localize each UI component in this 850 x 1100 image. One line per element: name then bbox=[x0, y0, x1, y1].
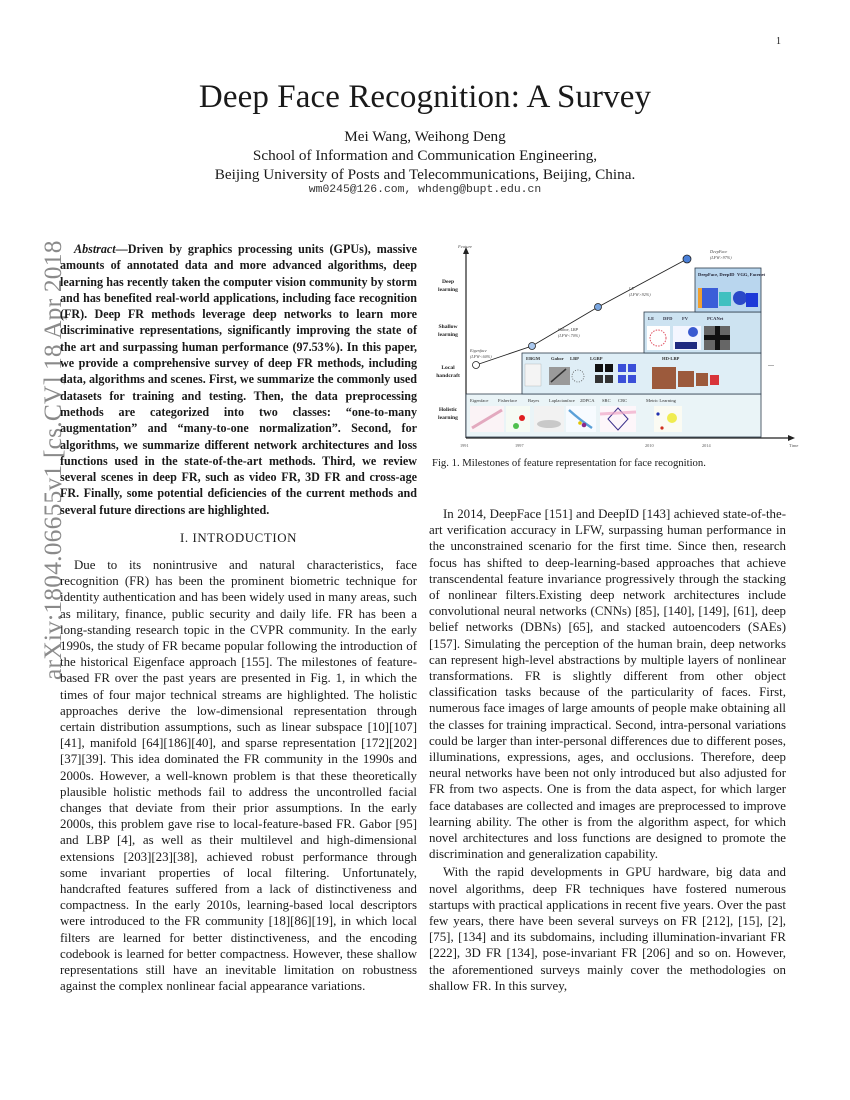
section-heading-introduction: I. INTRODUCTION bbox=[179, 531, 298, 545]
method-ebgm: EBGM bbox=[526, 356, 541, 361]
milestone-eigenface: Eigenface bbox=[470, 348, 487, 353]
method-lbp: LBP bbox=[570, 356, 579, 361]
milestone-le-lfw: (LFW>92%) bbox=[629, 292, 651, 297]
figure-milestones bbox=[432, 242, 800, 450]
intro-right-column bbox=[429, 506, 786, 994]
method-metric-learning: Metric Learning bbox=[646, 398, 676, 403]
row-label-shallow-1: Shallow bbox=[438, 324, 458, 330]
milestone-deepface: DeepFace bbox=[710, 249, 728, 254]
abstract bbox=[60, 241, 417, 518]
milestone-gabor-lbp: Gabor, LBP bbox=[558, 327, 579, 332]
method-2dpca: 2DPCA bbox=[580, 398, 595, 403]
paper-title: Deep Face Recognition: A Survey bbox=[198, 79, 652, 115]
paragraph: With the rapid developments in GPU hardware, big data and novel algorithms, deep FR techniques have fostered numerous startups with practical applications in recent five years. Over the past few years, there have been several surveys on FR [212], [15], [2], [75], [134] and its subdomains, including illumination-invariant FR [222], 3D FR [134], pose-invariant FR [206] and so on. However, the aforementioned surveys mainly cover the methodologies on shallow FR. In this survey, bbox=[429, 865, 786, 993]
paragraph: In 2014, DeepFace [151] and DeepID [143] achieved state-of-the-art verification accuracy in LFW, surpassing human performance in the unconstrained scenario for the first time. Since then, research focus has shifted to deep-learning-based approaches that achieve transcendental feature invariance progressively through the stacking of nonlinear filters.Existing deep network architectures include convolutional neural networks (CNNs) [85], [140], [149], [61], deep belief networks (DBNs) [65], and stacked autoencoders (SAEs) [157]. Simulating the perception of the human brain, deep networks can represent high-level abstractions by multiple layers of nonlinear transformations. FR is slightly different from other object classification tasks because of the particularity of faces. First, numerous face images of large amounts of people make obtaining all the classes for training impractical. Second, intra-personal variations could be larger than inter-personal differences due to different poses, illuminations, expressions, ages, and occlusions. Therefore, deep neural networks have been not only introduced but also adjusted for FR from two aspects. One is from the data aspect, for which larger face databases are collected and images are preprocessed to improve learning ability. The other is from the algorithm aspect, for which novel architectures and loss functions are designed to promote the discrimination and generalization capability. bbox=[429, 507, 786, 862]
affiliation-line-1: School of Information and Communication Engineering, bbox=[252, 147, 598, 164]
y-axis-label: Feature bbox=[458, 244, 473, 249]
milestone-eigenface-lfw: (LFW<60%) bbox=[470, 354, 492, 359]
method-gabor: Gabor bbox=[551, 356, 564, 361]
method-dfd: DFD bbox=[663, 316, 673, 321]
x-axis-label: Time bbox=[789, 443, 799, 448]
row-label-deep-2: learning bbox=[438, 287, 458, 293]
method-fisherface: Fisherface bbox=[498, 398, 518, 403]
shallow-thumbnails bbox=[647, 326, 730, 350]
method-fv: FV bbox=[682, 316, 689, 321]
milestone-deepface-lfw: (LFW>97%) bbox=[710, 255, 732, 260]
milestone-le: LE bbox=[629, 286, 634, 291]
year-1997: 1997 bbox=[515, 443, 524, 448]
year-2010: 2010 bbox=[645, 443, 654, 448]
figure-caption: Fig. 1. Milestones of feature representation for face recognition. bbox=[432, 457, 706, 469]
method-lgbp: LGBP bbox=[590, 356, 603, 361]
row-label-holistic-2: learning bbox=[438, 415, 458, 421]
year-2014: 2014 bbox=[702, 443, 711, 448]
method-le: LE bbox=[648, 316, 655, 321]
ellipsis: ... bbox=[768, 359, 774, 368]
author-names: Mei Wang, Weihong Deng bbox=[344, 128, 506, 145]
method-pcanet: PCANet bbox=[707, 316, 724, 321]
row-label-local-1: Local bbox=[441, 365, 455, 371]
abstract-lead: Abstract bbox=[74, 242, 116, 256]
affiliation-line-2: Beijing University of Posts and Telecommunications, Beijing, China. bbox=[214, 166, 636, 183]
method-vgg-facenet: VGG, Facenet bbox=[737, 272, 766, 277]
method-hd-lbp: HD-LBP bbox=[662, 356, 680, 361]
page-number: 1 bbox=[776, 36, 781, 47]
abstract-text: —Driven by graphics processing units (GPUs), massive amounts of annotated data and more advanced algorithms, deep learning has recently taken the computer vision community by storm and has benefited real-world applications, including face recognition (FR). Deep FR methods leverage deep networks to learn more discriminative representations, significantly improving the state of the art and surpassing human performance (97.53%). In this paper, we provide a comprehensive survey of deep FR methods, including data, algorithms and scenes. First, we summarize the commonly used datasets for training and testing. Then, the data preprocessing methods are categorized into two classes: “one-to-many augmentation” and “many-to-one normalization”. Second, for algorithms, we summarize different network architectures and loss functions used in the state-of-the-art methods. Third, we review several scenes in deep FR, such as video FR, 3D FR and cross-age FR. Finally, some potential deficiencies of the current methods and several future directions are highlighted. bbox=[60, 242, 417, 517]
method-src: SRC bbox=[602, 398, 611, 403]
method-laplacianface: Laplacianface bbox=[549, 398, 575, 403]
method-eigenface: Eigenface bbox=[470, 398, 489, 403]
row-label-shallow-2: learning bbox=[438, 332, 458, 338]
row-label-deep-1: Deep bbox=[441, 279, 455, 285]
row-label-local-2: handcraft bbox=[436, 373, 460, 379]
method-bayes: Bayes bbox=[528, 398, 540, 403]
milestone-gabor-lbp-lfw: (LFW<70%) bbox=[558, 333, 580, 338]
author-emails: wm0245@126.com, whdeng@bupt.edu.cn bbox=[308, 184, 542, 196]
author-block bbox=[0, 127, 850, 184]
intro-left-column bbox=[60, 557, 417, 994]
row-label-holistic-1: Holistic bbox=[438, 407, 458, 413]
year-1991: 1991 bbox=[460, 443, 469, 448]
arxiv-stamp: arXiv:1804.06655v1 [cs.CV] 18 Apr 2018 bbox=[38, 240, 67, 680]
paragraph: Due to its nonintrusive and natural characteristics, face recognition (FR) has been the prominent biometric technique for identity authentication and has been widely used in many areas, such as military, finance, public security and daily life. FR has been a long-standing research topic in the CVPR community. In the early 1990s, the study of FR became popular following the introduction of the historical Eigenface approach [155]. The milestones of feature-based FR over the past years are presented in Fig. 1, in which the times of four major technical streams are highlighted. The holistic approaches derive the low-dimensional representation through certain distribution assumptions, such as linear subspace [10][107][41], manifold [64][186][40], and sparse representation [172][202][37][39]. This idea dominated the FR community in the 1990s and 2000s. However, a well-known problem is that these theoretically plausible holistic methods fail to address the uncontrolled facial changes that deviate from their prior assumptions. In the early 2000s, this problem gave rise to local-feature-based FR. Gabor [95] and LBP [4], as well as their multilevel and high-dimensional extensions [203][23][38], achieved robust performance through some invariant properties of local filtering. Unfortunately, handcrafted features suffered from a lack of distinctiveness and compactness. In the early 2010s, learning-based local descriptors were introduced to the FR community [18][86][19], in which local filters are learned for better distinctiveness, and the encoding codebook is learned for better compactness. However, these shallow representations still have an inevitable limitation on robustness against the complex nonlinear facial appearance variations. bbox=[60, 558, 417, 994]
method-crc: CRC bbox=[618, 398, 628, 403]
method-deepface-deepid: DeepFace, DeepID bbox=[698, 272, 735, 277]
